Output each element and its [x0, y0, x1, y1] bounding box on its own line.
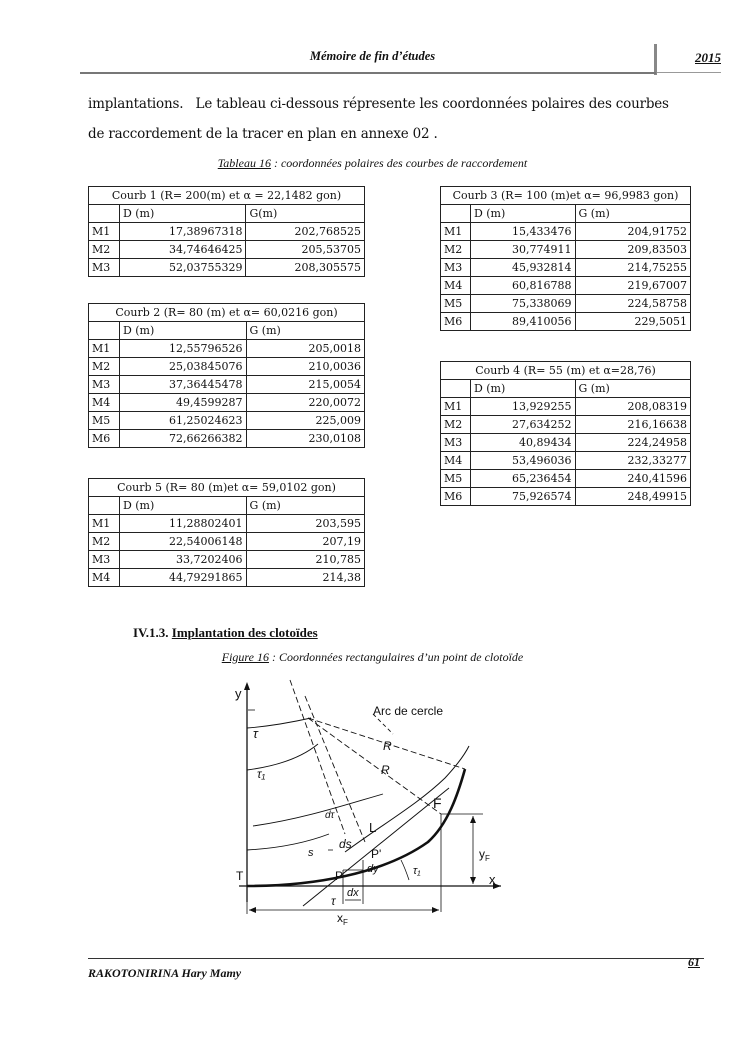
column-header-g: G (m) [575, 380, 690, 398]
label-P: P [335, 869, 344, 883]
label-arc-de-cercle: Arc de cercle [373, 704, 444, 718]
label-R: R [383, 739, 392, 753]
label-s: s [308, 847, 314, 859]
header-title: Mémoire de fin d’études [309, 49, 436, 63]
table-row: M6 72,66266382 230,0108 [89, 430, 365, 448]
y-axis-arrow [244, 682, 250, 690]
label-tau-bottom: τ [331, 894, 336, 908]
table-row: M1 13,929255 208,08319 [441, 398, 691, 416]
label-T: T [236, 869, 244, 883]
figure-caption-text: : Coordonnées rectangulaires d’un point de clotoïde [268, 650, 524, 664]
table-row: M4 60,816788 219,67007 [441, 277, 691, 295]
table-row: M6 75,926574 248,49915 [441, 488, 691, 506]
label-P-prime: P' [371, 847, 382, 861]
clothoid-curve [247, 769, 465, 886]
table-row: M5 75,338069 224,58758 [441, 295, 691, 313]
table-row: M6 89,410056 229,5051 [441, 313, 691, 331]
table-row: M3 52,03755329 208,305575 [89, 259, 365, 277]
body-paragraph [88, 89, 688, 149]
column-header-g: G (m) [575, 205, 690, 223]
label-R-prime: R [381, 763, 390, 777]
footer-author: RAKOTONIRINA Hary Mamy [88, 966, 242, 980]
table-title: Courb 5 (R= 80 (m)et α= 59,0102 gon) [89, 479, 365, 497]
table-title: Courb 2 (R= 80 (m) et α= 60,0216 gon) [89, 304, 365, 322]
label-dtau: dτ [325, 810, 335, 821]
table-row: M3 37,36445478 215,0054 [89, 376, 365, 394]
tau1-angle-arc [401, 860, 409, 880]
table-row: M4 49,4599287 220,0072 [89, 394, 365, 412]
table-row: M2 27,634252 216,16638 [441, 416, 691, 434]
table-row: M3 33,7202406 210,785 [89, 551, 365, 569]
table-title: Courb 4 (R= 55 (m) et α=28,76) [441, 362, 691, 380]
table-row: M2 34,74646425 205,53705 [89, 241, 365, 259]
radius-line-R2 [308, 718, 441, 814]
table-caption-label: Tableau 16 [217, 156, 271, 170]
table-courb-1 [88, 186, 365, 277]
figure-caption [0, 650, 745, 665]
column-header-d: D (m) [470, 205, 575, 223]
header-rule [80, 72, 656, 74]
table-row: M5 61,25024623 225,009 [89, 412, 365, 430]
normal-line-2 [305, 696, 365, 842]
table-row: M1 17,38967318 202,768525 [89, 223, 365, 241]
label-dx: dx [347, 887, 359, 899]
label-yF: $y_F$ [479, 847, 490, 863]
table-courb-2 [88, 303, 365, 448]
column-header-g: G (m) [246, 322, 364, 340]
column-header-d: D (m) [119, 497, 246, 515]
paragraph-line-2: de raccordement de la tracer en plan en annexe 02 . [88, 126, 438, 142]
label-tau1-angle: τ₁ [413, 865, 421, 877]
header-rule-right [657, 72, 721, 73]
section-title: Implantation des clotoïdes [171, 625, 318, 640]
label-tau: τ [253, 726, 258, 741]
table-row: M2 30,774911 209,83503 [441, 241, 691, 259]
table-caption-text: : coordonnées polaires des courbes de raccordement [270, 156, 528, 170]
label-y: y [235, 686, 242, 701]
header-year: 2015 [695, 50, 721, 65]
table-row: M3 45,932814 214,75255 [441, 259, 691, 277]
table-row: M4 53,496036 232,33277 [441, 452, 691, 470]
table-courb-4 [440, 361, 691, 506]
table-row: M1 11,28802401 203,595 [89, 515, 365, 533]
table-courb-5 [88, 478, 365, 587]
label-L: L [369, 820, 377, 835]
table-title: Courb 3 (R= 100 (m)et α= 96,9983 gon) [441, 187, 691, 205]
table-caption [0, 156, 745, 171]
table-title: Courb 1 (R= 200(m) et α = 22,1482 gon) [89, 187, 365, 205]
label-ds: ds [339, 837, 352, 851]
table-row: M4 44,79291865 214,38 [89, 569, 365, 587]
table-row: M2 25,03845076 210,0036 [89, 358, 365, 376]
table-row: M1 15,433476 204,91752 [441, 223, 691, 241]
paragraph-line-1: implantations. Le tableau ci-dessous répresente les coordonnées polaires des courbes [88, 96, 669, 112]
section-heading [133, 625, 318, 641]
section-number: IV.1.3. [133, 625, 169, 640]
label-xF: $x_F$ [337, 911, 348, 926]
label-tau1: τ₁ [257, 767, 266, 781]
s-arc [247, 834, 329, 850]
page-number: 61 [688, 955, 700, 969]
footer-rule [88, 958, 704, 959]
table-courb-3 [440, 186, 691, 331]
L-arc [253, 794, 383, 826]
label-F: F [433, 795, 442, 811]
circle-arc [345, 746, 469, 852]
table-row: M5 65,236454 240,41596 [441, 470, 691, 488]
figure-caption-label: Figure 16 [221, 650, 269, 664]
table-row: M3 40,89434 224,24958 [441, 434, 691, 452]
label-x: x [489, 872, 496, 887]
table-row: M1 12,55796526 205,0018 [89, 340, 365, 358]
clothoid-diagram [233, 674, 505, 926]
column-header-g: G (m) [246, 497, 364, 515]
table-row: M2 22,54006148 207,19 [89, 533, 365, 551]
column-header-g: G(m) [246, 205, 365, 223]
column-header-d: D (m) [470, 380, 575, 398]
label-dy: dy [367, 863, 379, 875]
normal-line-1 [290, 680, 345, 834]
column-header-d: D (m) [119, 322, 246, 340]
header-divider [654, 44, 657, 75]
column-header-d: D (m) [119, 205, 246, 223]
